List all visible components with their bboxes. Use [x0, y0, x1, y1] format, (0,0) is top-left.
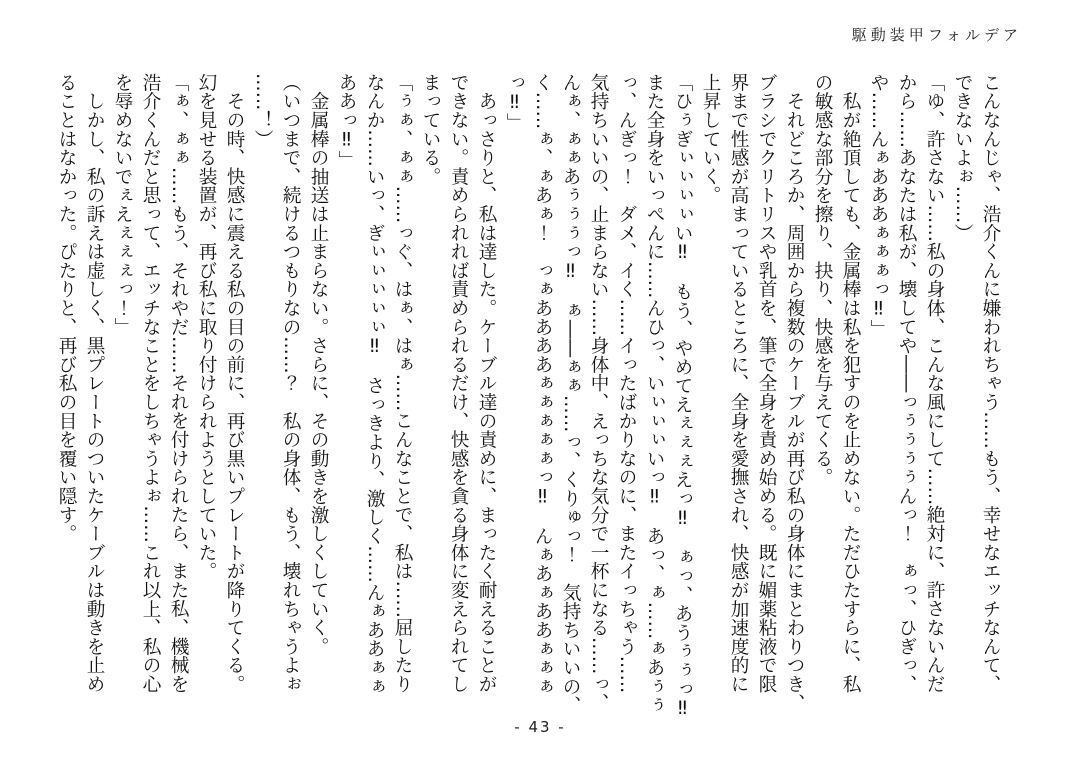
text-line: それどころか、周囲から複数のケーブルが再び私の身体にまとわりつき、 [784, 73, 805, 713]
text-line: 「ぅぁ、ぁぁ……っぐ、はぁ、はぁ……こんなことで、私は……屈したり [392, 73, 413, 694]
text-line: 幻を見せる装置が、再び私に取り付けられようとしていた。 [196, 73, 217, 581]
text-line: ……！） [252, 73, 273, 149]
text-line: く……ぁ、ぁあぁ！ っぁああああぁぁぁぁぁっ‼ んぁあぁああぁぁぁ [532, 73, 553, 696]
text-line: から……あなたは私が、壊してや――っぅぅぅぅんっ！ ぁっ、ひぎっ、 [896, 73, 917, 694]
text-line: 浩介くんだと思って、エッチなことをしちゃうよぉ……これ以上、私の心 [140, 73, 161, 694]
text-line: 「ゆ、許さない……私の身体、こんな風にして……絶対に、許さないんだ [924, 73, 945, 694]
text-line: っ‼」 [504, 73, 525, 132]
text-line: 「ひぅぎぃぃぃぃい‼ もう、やめてえぇぇぇえっ‼ ぁっ、あうぅぅっ‼ [672, 73, 693, 720]
text-line: ああっ‼」 [336, 73, 357, 170]
text-line: できない。責められれば責められるだけ、快感を貪る身体に変えられてし [448, 73, 469, 694]
text-line: また全身をいっぺんに……んひっ、いぃぃぃいっ‼ あっ、ぁ……ぁあぅぅ [644, 73, 665, 715]
text-line: できないよぉ……） [952, 73, 973, 243]
text-line: や……んぁあああぁぁぁっ‼」 [868, 73, 889, 339]
page-number: - 43 - [514, 718, 566, 736]
text-line: 金属棒の抽送は止まらない。さらに、その動きを激しくしていく。 [308, 73, 329, 656]
text-line: ることはなかった。ぴたりと、再び私の目を覆い隠す。 [56, 73, 77, 543]
text-line: まっている。 [420, 73, 441, 186]
text-line: しかし、私の訴えは虚しく、黒プレートのついたケーブルは動きを止め [84, 73, 105, 694]
text-line: っ、んぎっ！ ダメ、イく……イったばかりなのに、またイっちゃう…… [616, 73, 637, 694]
text-line: 「ぁ、ぁぁ……もう、それやだ……それを付けられたら、また私、機械を [168, 73, 189, 694]
page-header-title: 駆動装甲フォルデア [851, 26, 1022, 44]
text-line: んぁ、ぁぁあぅぅぅっ‼ ぁ――ぁぁ……っ、くりゅっ！ 気持ちいいの、 [560, 73, 581, 715]
text-line: 上昇していく。 [700, 73, 721, 205]
text-line: の敏感な部分を擦り、抉り、快感を与えてくる。 [812, 73, 833, 487]
text-line: （いつまで、続けるつもりなの……？ 私の身体、もう、壊れちゃうよぉ [280, 73, 301, 694]
text-line: その時、快感に震える私の目の前に、再び黒いプレートが降りてくる。 [224, 73, 245, 694]
text-line: 界まで性感が高まっているところに、全身を愛撫され、快感が加速度的に [728, 73, 749, 694]
text-line: あっさりと、私は達した。ケーブル達の責めに、まったく耐えることが [476, 73, 497, 694]
text-line: 私が絶頂しても、金属棒は私を犯すのを止めない。ただひたすらに、私 [840, 73, 861, 694]
text-line: を辱めないでぇえぇぇぇっ！」 [112, 73, 133, 337]
body-text [52, 73, 1004, 720]
text-line: こんなんじゃ、浩介くんに嫌われちゃう……もう、幸せなエッチなんて、 [980, 73, 1001, 694]
text-line: ブラシでクリトリスや乳首を、筆で全身を責め始める。既に媚薬粘液で限 [756, 73, 777, 694]
text-line: 気持ちいいの、止まらない……身体中、えっちな気分で一杯になる……っ、 [588, 73, 609, 713]
text-line: なんか……いっ、ぎぃぃぃぃぃ‼ さっきより、激しく……んぁああぁぁ [364, 73, 385, 696]
